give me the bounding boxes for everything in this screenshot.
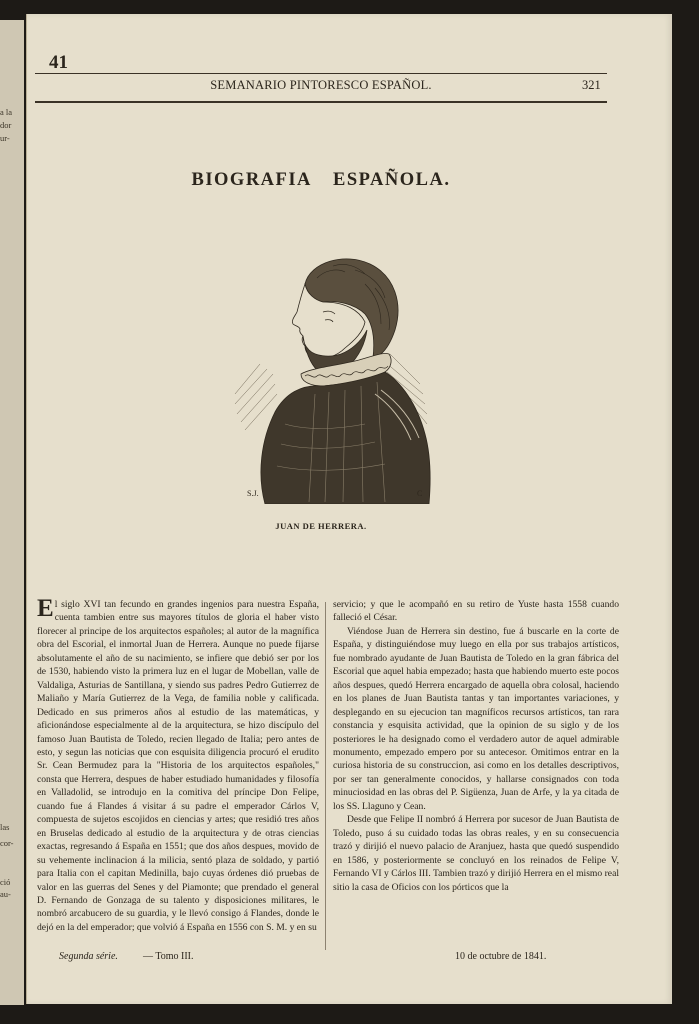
column-divider	[325, 602, 326, 950]
article-column-left	[37, 595, 319, 934]
previous-page-fragment: a la	[0, 107, 13, 117]
footer-date: 10 de octubre de 1841.	[455, 951, 547, 962]
previous-page-fragment: au-	[0, 889, 11, 899]
previous-page-edge	[0, 20, 24, 1005]
drop-cap: E	[37, 595, 54, 622]
header-rule-bottom	[35, 101, 607, 103]
engraver-signature-left: S.J.	[247, 489, 259, 498]
page-number: 321	[582, 78, 601, 92]
previous-page-fragment: ció	[0, 877, 11, 887]
engraver-signature-right: C	[417, 489, 423, 498]
journal-title: SEMANARIO PINTORESCO ESPAÑOL.	[210, 78, 432, 92]
footer-volume: — Tomo III.	[143, 951, 194, 962]
newspaper-page	[26, 14, 672, 1004]
article-paragraph-continued: servicio; y que le acompañó en su retiro de Yuste hasta 1558 cuando falleció el César.	[333, 599, 619, 624]
section-title: BIOGRAFIA ESPAÑOLA.	[191, 170, 451, 190]
portrait-caption: JUAN DE HERRERA.	[275, 521, 367, 531]
previous-page-fragment: dor	[0, 120, 12, 130]
footer-series: Segunda série.	[59, 951, 118, 962]
previous-page-fragment: cor-	[0, 838, 14, 848]
paragraph-text: l siglo XVI tan fecundo en grandes ingenios para nuestra España, cuenta tambien entre sus mayores títulos de gloria el haber visto florecer al principe de los arquitectos españoles; al autor de la magnífica obra del Escorial, el inmortal Juan de Herrera. Aunque no puede fijarse absolutamente el año de su nacimiento, se infiere que debió ser por los de 1530, habiendo visto la primera luz en el lugar de Mobellan, valle de Valdaliga, Asturias de Santillana, y siendo sus padres Pedro Gutierrez de Maliaño y María Gutierrez de la Vega, de familia noble y calificada. Dedicado en sus primeros años al estudio de las matemáticas, y aficionándose especialmente al de la arquitectura, se hizo discípulo del famoso Juan Bautista de Toledo, recien llegado de Italia; pero antes de esto, y segun las noticias que con esquisita diligencia procuró el erudito Sr. Cean Bermudez para la "Historia de los arquitectos españoles," consta que Herrera, despues de haber estudiado humanidades y filosofía en Valladolid, se introdujo en la comitiva del príncipe Don Felipe, cuando fue á Flandes á visitar á su padre el emperador Cárlos V, compuesta de sujetos escojidos en ciencias y artes; que residió tres años en Bruselas dedicado al estudio de la arquitectura y de otras ciencias exactas, regresando á España en 1551; que dos años despues, movido de su vehemente inclinacion á la milicia, sentó plaza de soldado, y partió para Italia con el capitan Medinilla, bajo cuyas órdenes dió pruebas de valor en las guerras del Senes y del Piamonte; que prendado el general D. Fernando de Gonzaga de su talento y disposiciones militares, le nombró arcabucero de su guardia, y le llevó consigo á Flandes, donde le dejó en la del emperador; que volvió á España en 1556 con S. M. y en su	[37, 599, 319, 933]
previous-page-fragment: las	[0, 822, 10, 832]
article-paragraph: Desde que Felipe II nombró á Herrera por sucesor de Juan Bautista de Toledo, puso á su cuidado todas las obras reales, y en su consecuencia trazó y dirijió el nuevo palacio de Aranjuez, hasta que quedó suspendido en 1586, y posteriormente se concluyó en los reinados de Felipe V, Fernando VI y Cárlos III. Tambien trazó y dirijió Herrera en el mismo real sitio la casa de Oficios con los pórticos que la	[333, 814, 619, 893]
doublet	[261, 372, 430, 504]
portrait-engraving	[205, 244, 441, 504]
header-rule	[35, 73, 607, 74]
article-paragraph: Viéndose Juan de Herrera sin destino, fue á buscarle en la corte de España, y distinguiéndose muy luego en ella por sus trabajos artísticos, fue nombrado ayudante de Juan Bautista de Toledo en la gran fábrica del Escorial que aquel habia empezado; hasta que habiendo muerto este pocos años despues, quedó Herrera encargado de aquella obra colosal, haciendo en los planes de Juan Bautista tantas y tan importantes variaciones, y desplegando en su ejecucion tan magníficos recursos artísticos, tan rara constancia y esquisita actividad, que la opinion de su siglo y de los posteriores le ha designado como el verdadero autor de aquel admirable monumento, empezado empero por su antecesor. Omitimos entrar en la curiosa historia de su construccion, asi como en los detalles descriptivos, por ser tan generalmente conocidos, y hallarse consignados con toda minuciosidad en las obras del P. Sigüenza, Juan de Arfe, y la ya citada de los SS. Llaguno y Cean.	[333, 625, 619, 812]
previous-page-fragment: ur-	[0, 133, 10, 143]
manuscript-page-number: 41	[49, 52, 68, 73]
article-paragraph	[37, 595, 319, 934]
article-column-right	[333, 598, 619, 894]
